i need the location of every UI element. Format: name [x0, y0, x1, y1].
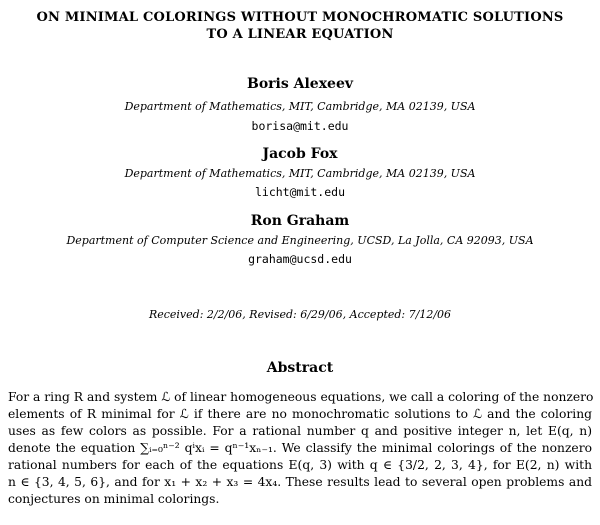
paper-title-line-1: ON MINIMAL COLORINGS WITHOUT MONOCHROMATIC SOLUTIONS	[36, 10, 564, 25]
abstract-line: rational numbers for each of the equations E(q, 3) with q ∈ {3/2, 2, 3, 4}, for E(2, n) with	[8, 458, 592, 472]
author-name-1: Boris Alexeev	[246, 76, 353, 92]
abstract-line: For a ring R and system ℒ of linear homogeneous equations, we call a coloring of the nonzero	[8, 390, 594, 404]
abstract-line: n ∈ {3, 4, 5, 6}, and for x₁ + x₂ + x₃ = 4x₄. These results lead to several open problems and	[8, 475, 592, 489]
abstract-heading: Abstract	[266, 360, 334, 376]
abstract-line: uses as few colors as possible. For a rational number q and positive integer n, let E(q, n)	[8, 424, 592, 438]
author-affiliation-2: Department of Mathematics, MIT, Cambridge, MA 02139, USA	[124, 167, 476, 180]
abstract-line: denote the equation ∑ᵢ₌₀ⁿ⁻² qⁱxᵢ = qⁿ⁻¹xₙ₋₁. We classify the minimal colorings of the nonzero	[8, 441, 592, 455]
submission-dates: Received: 2/2/06, Revised: 6/29/06, Accepted: 7/12/06	[148, 308, 452, 321]
author-email-1[interactable]: borisa@mit.edu	[251, 119, 349, 133]
paper-title-line-2: TO A LINEAR EQUATION	[206, 27, 394, 42]
abstract-line: conjectures on minimal colorings.	[8, 492, 220, 506]
author-email-2[interactable]: licht@mit.edu	[254, 185, 345, 199]
author-name-3: Ron Graham	[250, 213, 350, 229]
author-email-3[interactable]: graham@ucsd.edu	[248, 252, 352, 266]
author-affiliation-3: Department of Computer Science and Engineering, UCSD, La Jolla, CA 92093, USA	[66, 234, 534, 247]
author-name-2: Jacob Fox	[262, 146, 338, 162]
abstract-line: elements of R minimal for ℒ if there are no monochromatic solutions to ℒ and the coloring	[8, 407, 592, 421]
author-affiliation-1: Department of Mathematics, MIT, Cambridge, MA 02139, USA	[124, 100, 476, 113]
abstract-body	[8, 389, 592, 508]
